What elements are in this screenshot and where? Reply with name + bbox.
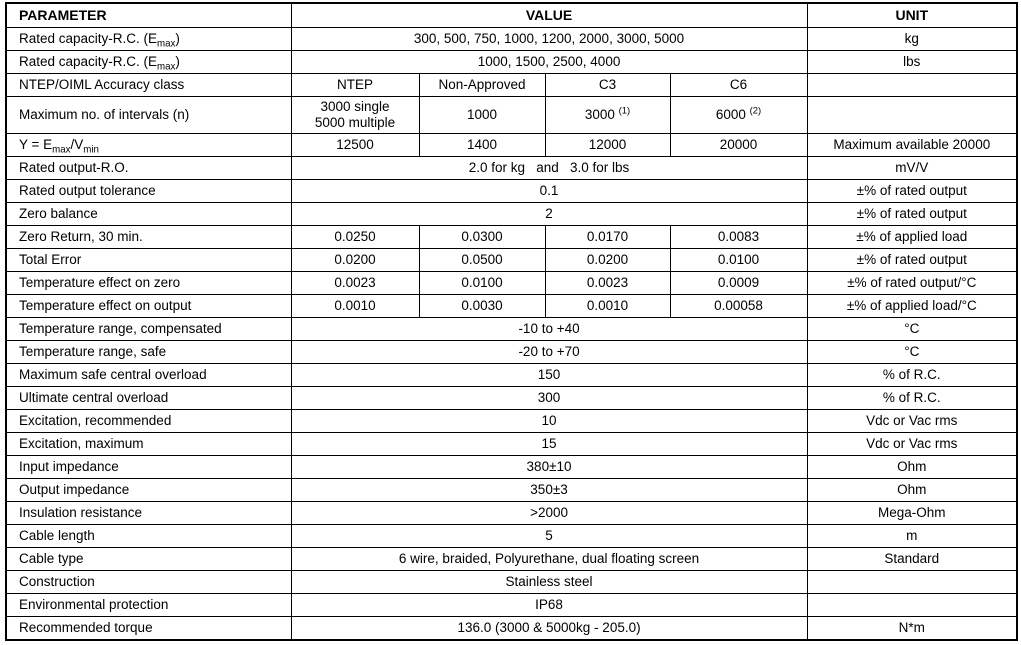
unit-cell (807, 593, 1017, 616)
parameter-cell: Rated output-R.O. (6, 156, 291, 179)
unit-cell: ±% of applied load/°C (807, 294, 1017, 317)
value-cell: 0.0083 (670, 225, 807, 248)
table-row (6, 28, 1017, 51)
table-row (6, 340, 1017, 363)
value-cell: 0.0023 (291, 271, 419, 294)
unit-cell: N*m (807, 616, 1017, 640)
table-row (6, 363, 1017, 386)
unit-cell: ±% of applied load (807, 225, 1017, 248)
value-cell: 2 (291, 202, 807, 225)
value-cell: 0.0500 (419, 248, 545, 271)
table-row (6, 501, 1017, 524)
value-cell: 380±10 (291, 455, 807, 478)
table-row (6, 455, 1017, 478)
table-row (6, 225, 1017, 248)
unit-cell: lbs (807, 51, 1017, 74)
value-cell: -20 to +70 (291, 340, 807, 363)
value-cell: Non-Approved (419, 74, 545, 97)
value-cell: 136.0 (3000 & 5000kg - 205.0) (291, 616, 807, 640)
unit-cell: Ohm (807, 455, 1017, 478)
parameter-cell: Temperature effect on output (6, 294, 291, 317)
table-row (6, 593, 1017, 616)
parameter-cell: Construction (6, 570, 291, 593)
value-cell: 6 wire, braided, Polyurethane, dual floating screen (291, 547, 807, 570)
parameter-cell: Maximum no. of intervals (n) (6, 97, 291, 134)
unit-cell: ±% of rated output (807, 179, 1017, 202)
value-cell: C3 (545, 74, 670, 97)
spec-table-body (6, 28, 1017, 640)
unit-cell: kg (807, 28, 1017, 51)
unit-cell (807, 570, 1017, 593)
value-cell: 3000 $^{(1)}$ (545, 97, 670, 134)
value-cell: 5 (291, 524, 807, 547)
value-cell: 300 (291, 386, 807, 409)
value-cell: 350±3 (291, 478, 807, 501)
parameter-cell: Ultimate central overload (6, 386, 291, 409)
value-cell: 0.1 (291, 179, 807, 202)
table-row (6, 478, 1017, 501)
unit-cell: % of R.C. (807, 363, 1017, 386)
unit-cell: ±% of rated output (807, 248, 1017, 271)
unit-cell: Vdc or Vac rms (807, 409, 1017, 432)
value-cell: 1400 (419, 133, 545, 156)
parameter-cell: Cable length (6, 524, 291, 547)
value-cell: 0.0170 (545, 225, 670, 248)
table-row (6, 547, 1017, 570)
value-cell: 0.0200 (291, 248, 419, 271)
unit-cell (807, 97, 1017, 134)
unit-cell: Vdc or Vac rms (807, 432, 1017, 455)
value-cell: 2.0 for kg and 3.0 for lbs (291, 156, 807, 179)
parameter-cell: Rated capacity-R.C. $(E_{max})$ (6, 28, 291, 51)
value-cell: 1000, 1500, 2500, 4000 (291, 51, 807, 74)
table-row (6, 156, 1017, 179)
table-row (6, 524, 1017, 547)
value-cell: 1000 (419, 97, 545, 134)
header-row (6, 3, 1017, 28)
parameter-cell: Input impedance (6, 455, 291, 478)
value-cell: 0.0010 (545, 294, 670, 317)
table-row (6, 271, 1017, 294)
value-cell: 10 (291, 409, 807, 432)
table-row (6, 51, 1017, 74)
value-cell: 3000 single 5000 multiple (291, 97, 419, 134)
parameter-cell: NTEP/OIML Accuracy class (6, 74, 291, 97)
unit-cell: Mega-Ohm (807, 501, 1017, 524)
value-cell: -10 to +40 (291, 317, 807, 340)
value-cell: 0.0300 (419, 225, 545, 248)
value-cell: 0.0023 (545, 271, 670, 294)
unit-cell: ±% of rated output/°C (807, 271, 1017, 294)
unit-cell: Standard (807, 547, 1017, 570)
value-cell: 0.0100 (670, 248, 807, 271)
unit-cell: Ohm (807, 478, 1017, 501)
table-row (6, 202, 1017, 225)
value-cell: 0.0010 (291, 294, 419, 317)
parameter-cell: Temperature range, compensated (6, 317, 291, 340)
unit-cell: °C (807, 340, 1017, 363)
table-row (6, 317, 1017, 340)
parameter-cell: Total Error (6, 248, 291, 271)
value-cell: 0.00058 (670, 294, 807, 317)
value-cell: NTEP (291, 74, 419, 97)
value-cell: 300, 500, 750, 1000, 1200, 2000, 3000, 5000 (291, 28, 807, 51)
unit-cell: Maximum available 20000 (807, 133, 1017, 156)
parameter-cell: Maximum safe central overload (6, 363, 291, 386)
parameter-cell: Excitation, maximum (6, 432, 291, 455)
value-cell: 150 (291, 363, 807, 386)
unit-cell: °C (807, 317, 1017, 340)
parameter-cell: Temperature range, safe (6, 340, 291, 363)
column-header-parameter: PARAMETER (6, 3, 291, 28)
parameter-cell: Zero balance (6, 202, 291, 225)
value-cell: 20000 (670, 133, 807, 156)
parameter-cell: Rated capacity-R.C. $(E_{max})$ (6, 51, 291, 74)
parameter-cell: Zero Return, 30 min. (6, 225, 291, 248)
table-row (6, 97, 1017, 134)
value-cell: >2000 (291, 501, 807, 524)
parameter-cell: Recommended torque (6, 616, 291, 640)
table-row (6, 179, 1017, 202)
parameter-cell: Temperature effect on zero (6, 271, 291, 294)
column-header-unit: UNIT (807, 3, 1017, 28)
table-row (6, 133, 1017, 156)
parameter-cell: Rated output tolerance (6, 179, 291, 202)
value-cell: 12500 (291, 133, 419, 156)
unit-cell: mV/V (807, 156, 1017, 179)
table-row (6, 409, 1017, 432)
unit-cell: ±% of rated output (807, 202, 1017, 225)
parameter-cell: Excitation, recommended (6, 409, 291, 432)
value-cell: 0.0100 (419, 271, 545, 294)
specification-table (5, 2, 1018, 641)
column-header-value: VALUE (291, 3, 807, 28)
value-cell: 15 (291, 432, 807, 455)
value-cell: 0.0200 (545, 248, 670, 271)
value-cell: 0.0030 (419, 294, 545, 317)
table-row (6, 432, 1017, 455)
table-row (6, 294, 1017, 317)
value-cell: 0.0250 (291, 225, 419, 248)
table-row (6, 386, 1017, 409)
value-cell: 0.0009 (670, 271, 807, 294)
table-row (6, 74, 1017, 97)
unit-cell (807, 74, 1017, 97)
value-cell: Stainless steel (291, 570, 807, 593)
value-cell: 6000 $^{(2)}$ (670, 97, 807, 134)
unit-cell: % of R.C. (807, 386, 1017, 409)
parameter-cell: Output impedance (6, 478, 291, 501)
unit-cell: m (807, 524, 1017, 547)
table-row (6, 248, 1017, 271)
parameter-cell: Environmental protection (6, 593, 291, 616)
value-cell: 12000 (545, 133, 670, 156)
table-row (6, 616, 1017, 640)
value-cell: C6 (670, 74, 807, 97)
parameter-cell: $Y = E_{max}/V_{min}$ (6, 133, 291, 156)
value-cell: IP68 (291, 593, 807, 616)
parameter-cell: Cable type (6, 547, 291, 570)
parameter-cell: Insulation resistance (6, 501, 291, 524)
table-row (6, 570, 1017, 593)
